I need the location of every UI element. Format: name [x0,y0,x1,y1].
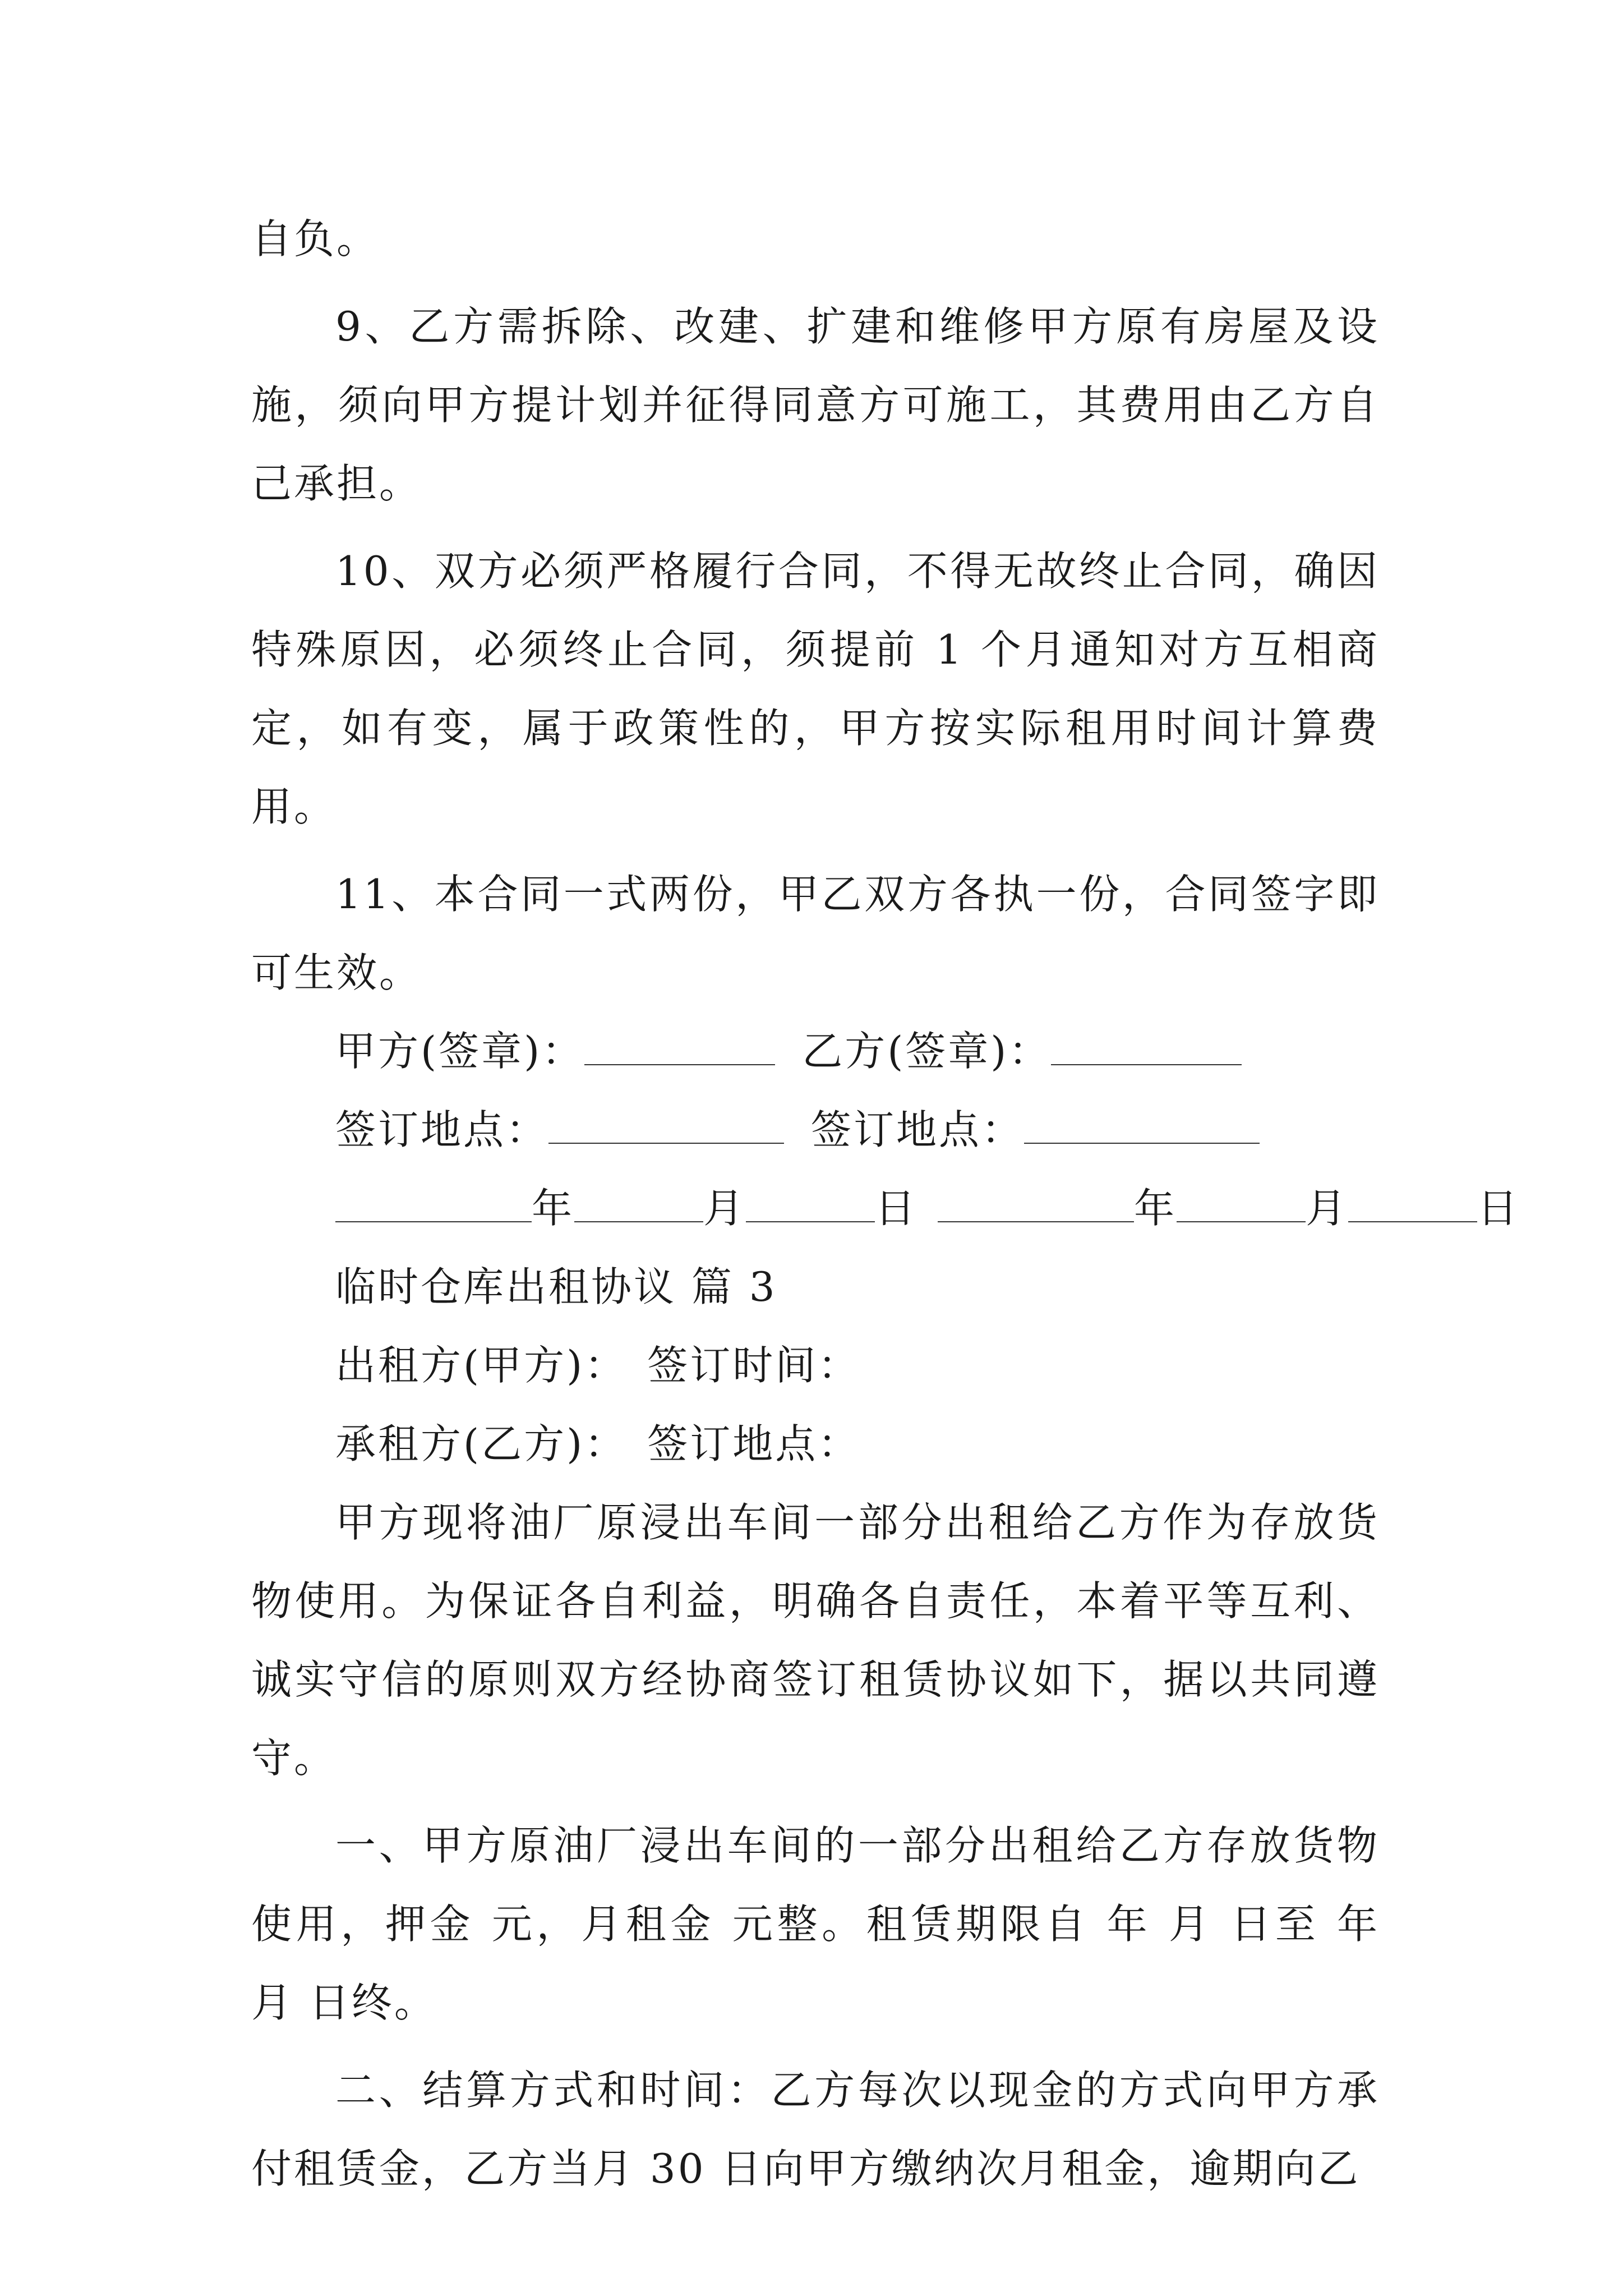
party-b-label: 乙方(签章)： [802,1028,1052,1075]
sign-place-label: 签订地点： [647,1420,861,1467]
sign-time-label: 签订时间： [647,1342,861,1389]
date-a-month-blank [574,1188,703,1222]
lessor-label: 出租方(甲方)： [335,1342,628,1389]
lessor-line [251,1326,1380,1405]
date-a-month: 月 [703,1185,746,1232]
date-a-day: 日 [875,1185,918,1232]
paragraph-continuation: 自负。 [251,215,380,263]
lessee-line [251,1405,1380,1483]
party-a-blank [584,1030,775,1065]
place-b-label: 签订地点： [811,1106,1025,1153]
party-a-label: 甲方(签章)： [335,1028,585,1075]
date-b-day-blank [1348,1188,1477,1222]
lessee-label: 承租方(乙方)： [335,1420,628,1467]
date-b-year-blank [938,1188,1134,1222]
party-b-blank [1051,1030,1242,1065]
date-b-month-blank [1177,1188,1306,1222]
date-a-year: 年 [532,1185,575,1232]
place-b-blank [1024,1109,1260,1144]
paragraph-clause-11: 11、本合同一式两份，甲乙双方各执一份，合同签字即可生效。 [251,871,1380,996]
paragraph-clause-10: 10、双方必须严格履行合同，不得无故终止合同，确因特殊原因，必须终止合同，须提前 1 个月通知对方互相商定，如有变，属于政策性的，甲方按实际租用时间计算费用。 [251,547,1380,830]
place-a-blank [548,1109,784,1144]
paragraph-article-2: 二、结算方式和时间：乙方每次以现金的方式向甲方承付租赁金，乙方当月 30 日向甲方缴纳次月租金，逾期向乙 [251,2067,1380,2192]
date-a-year-blank [335,1188,532,1222]
date-b-year: 年 [1134,1185,1177,1232]
paragraph-preamble: 甲方现将油厂原浸出车间一部分出租给乙方作为存放货物使用。为保证各自利益，明确各自责任，本着平等互利、诚实守信的原则双方经协商签订租赁协议如下，据以共同遵守。 [251,1499,1380,1782]
section-3-title: 临时仓库出租协议 篇 3 [335,1263,777,1310]
document-body [251,200,1520,2208]
signature-place-line [251,1091,1380,1169]
signature-party-line [251,1012,1380,1091]
signature-date-line [251,1169,1520,1248]
place-a-label: 签订地点： [335,1106,549,1153]
paragraph-clause-9: 9、乙方需拆除、改建、扩建和维修甲方原有房屋及设施，须向甲方提计划并征得同意方可施工，其费用由乙方自己承担。 [251,303,1380,507]
paragraph-article-1: 一、甲方原油厂浸出车间的一部分出租给乙方存放货物使用，押金 元，月租金 元整。租赁期限自 年 月 日至 年 月 日终。 [251,1822,1380,2026]
date-b-month: 月 [1306,1185,1349,1232]
date-b-day: 日 [1477,1185,1520,1232]
date-a-day-blank [746,1188,875,1222]
